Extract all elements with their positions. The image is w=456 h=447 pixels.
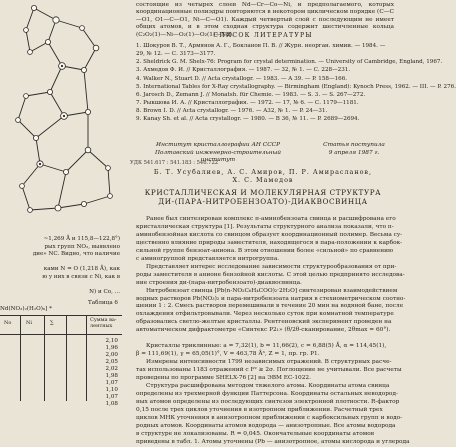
body-line: в структуре не локализованы. R = 0,045. Окончательные координаты атомов [136,430,374,437]
body-line: автоматическом дифрактометре «Синтекс P2₁» (θ/2θ-сканирование, 2θmax = 60°). [136,327,391,334]
table-values [88,338,118,408]
table-col-head: No [4,320,12,326]
body-line: 0,15 после трех циклов уточнения в изотропном приближении. Расчетный трех [136,406,383,413]
references-title: СПИСОК ЛИТЕРАТУРЫ [213,32,313,39]
reference-item: 6. Jarosch D., Zemann J. // Monatsh. für Chemie. — 1983. — S. 3. — S. 267—272. [136,91,366,98]
body-line: циклов МНК уточнения в анизотропном приближении с карбоксильных групп и водо- [136,414,403,421]
body-line: Ранее был синтезирован комплекс п-аминобензоата свинца и расшифрована его [146,216,396,222]
body-line: щественно влияние природы заместителя, находящегося в пара-положении к карбок- [136,239,403,246]
table-divider [20,316,21,401]
authors: Б. Т. Усубалиев, А. С. Амиров, П. Р. Амирасланов, Х. С. Мамедов [153,168,373,185]
table-cell: 2,05 [105,359,118,366]
crystal-structure-drawing [0,0,122,230]
table-cell: 1,07 [105,380,118,387]
left-column-previous-article [0,0,123,408]
table-divider [86,316,87,401]
body-line: приведены в табл. 1. Атомы уточнены (Pb — анизотропное, атомы кислорода и углерода [136,438,410,445]
table-col-head: Ni [26,320,32,326]
body-line: ных атомов определены из последующих синтезов электронной плотности. R-фактор [136,398,400,405]
body-line: Измерены интенсивности 1799 независимых отражений. В структурных расче- [146,359,392,366]
valence-table [0,315,122,408]
body-line: аминобензойная кислота со свинцом образует координационный полимер. Весьма су- [136,231,403,238]
right-column [128,0,456,445]
body-line: тах использованы 1183 отражений с F² ≥ 2σ. Поглощение не учитывали. Все расчеты [136,367,402,374]
reference-item: 7. Рыкшова И. А. // Кристаллография. — 1972. — 17, № 6. — С. 1179—1181. [136,100,359,107]
left-line: N) и Co, ... [89,289,120,296]
received-date: Статья поступила 9 апреля 1987 г. [323,142,385,156]
body-line: родных атомов. Координаты атомов водорода — анизотропные. Все атомы водорода [136,422,396,429]
body-line: сильной группе бензоат-аниона. В этом отношении более «сильной» по сравнению [136,247,394,254]
article-body [136,216,410,447]
body-line: Нитробензоат свинца [Pb(n-NO₂C₆H₄COO)₂·2H₂O] синтезирован взаимодействием [146,287,398,294]
body-line: кристаллическая структура [1]. Результаты структурного анализа показали, что п- [136,223,394,230]
body-line: β = 111,69(1), γ = 65,05(1)°, V = 463,78 Å³, Z = 1, пр. гр. P1. [136,351,320,358]
body-line: с аминогруппой представляется нитрогруппа. [136,255,280,262]
left-line: ~1,269 Å и 115,8—122,8°) [43,236,120,242]
body-line: определены из трехмерной функции Паттерсона. Координаты остальных неводород- [136,390,398,397]
table-cell: 2,02 [105,366,118,373]
body-line: ние строения ди-(пара-нитробензоато)-диаквосвинца. [136,279,302,286]
body-line: образовались светло-желтые кристаллы. Рентгеновский эксперимент проведен на [136,319,392,326]
reference-item: 8. Brown I. D. // Acta crystallogr. — 1976. — A32, № 1. — P. 24—31. [136,108,328,115]
reference-item: 5. International Tables for X-Ray crystallography. — Birmingham (England): Kynoch Press, 1962. — III. — P. 276. [136,83,456,90]
body-line: Представляет интерес исследование зависимости структурообразования от при- [146,263,397,270]
body-line: Структура расшифрована методом тяжелого атома. Координаты атома свинца [146,383,390,390]
left-line: дие» NC. Видно, что наличие [32,251,120,258]
table-cell: 1,10 [105,387,118,394]
reference-item: 3. Ахмедов Ф. И. // Кристаллография. — 1987. — 32, № 1. — С. 228—231. [136,67,351,74]
body-line: проведены по программе SHELX-76 [2] на ЭВМ ЕС-1022. [136,375,311,382]
affiliation: Институт кристаллографии АН СССР Полтавский инженерно-строительный институт [154,142,282,164]
table-divider [66,316,67,401]
reference-item: 2. Sheldrick G. M. Shelx-76: Program for crystal determination. — University of Cambridge, England, 1967. [136,59,443,66]
table-cell: 1,07 [105,394,118,401]
table-header: Nd(NO₃)₂(H₂O)₆] * [0,306,52,312]
table-cell: 2,00 [105,352,118,359]
left-column-text [2,236,120,297]
table-cell: 1,08 [105,401,118,408]
reference-list [136,42,456,124]
top-paragraph: состоящие из четырех слоев Nd—Cr—Co—Ni, и предполагаемого, которых координационные полиэдры повторяются в некотором циклическом порядке (С—С—O1, O1—C—O1, Ni—C—O1). Каждый четвертый слой с последующим не имеет общих атомов, и в этом сходная структура содержит шестичленные кольца (C₂O₂(1)—Ni—O₂(1)—O₂(1)—Nd). [136,2,394,38]
left-line: ками N = O (1,218 Å), как [43,266,120,273]
reference-item: 29, № 12. — С. 3173—3177. [136,51,216,58]
body-line: охлаждения отфильтровывали. Через несколько суток при комнатной температуре [136,311,394,318]
udc-code: УДК 541.617 : 541.183 : 546.722 [130,160,219,166]
table-cell: 1,98 [105,373,118,380]
table-cell: 1,96 [105,345,118,352]
table-col-head: ∑ [50,320,54,326]
reference-item: 4. Walker N., Stuart D. // Acta crystallogr. — 1983. — A 39. — P. 158—166. [136,75,348,82]
article-title: КРИСТАЛЛИЧЕСКАЯ И МОЛЕКУЛЯРНАЯ СТРУКТУРА ДИ-(ПАРА-НИТРОБЕНЗОАТО)-ДИАКВОСВИНЦА [144,188,382,206]
body-line: роды заместителя в анионе бензойной кислоты. С этой целью предпринято исследова- [136,271,405,278]
reference-item: 9. Kanay Sh. et al. // Acta crystallogr. — 1980. — B 36, № 11. — P. 2689—2694. [136,116,360,123]
table-col-head-sum: Сумма ва- лентных [90,317,117,329]
body-line: шении 1 : 2. Смесь растворов перемешивали в течение 20 мин на водяной бане, после [136,303,404,310]
table-divider [44,316,45,401]
body-line: водных растворов Pb(NO₃)₂ и пара-нитробензоата натрия в стехиометрическом соотно- [136,295,406,302]
table-rule [0,334,122,335]
table-cell: 2,10 [105,338,118,344]
body-line: Кристаллы триклинные: a = 7,32(1), b = 11,66(2), c = 6,88(5) Å, α = 114,45(1), [146,343,387,350]
left-line: ю у них в связи с Ni, как в [42,273,120,280]
left-line: рых групп NO₂, выявлено [44,243,120,250]
table-caption: Таблица 6 [88,300,118,306]
reference-item: 1. Шокуров В. Т., Армянов А. Г., Бокланов П. В. // Журн. неорган. химии. — 1984. — [136,43,386,49]
